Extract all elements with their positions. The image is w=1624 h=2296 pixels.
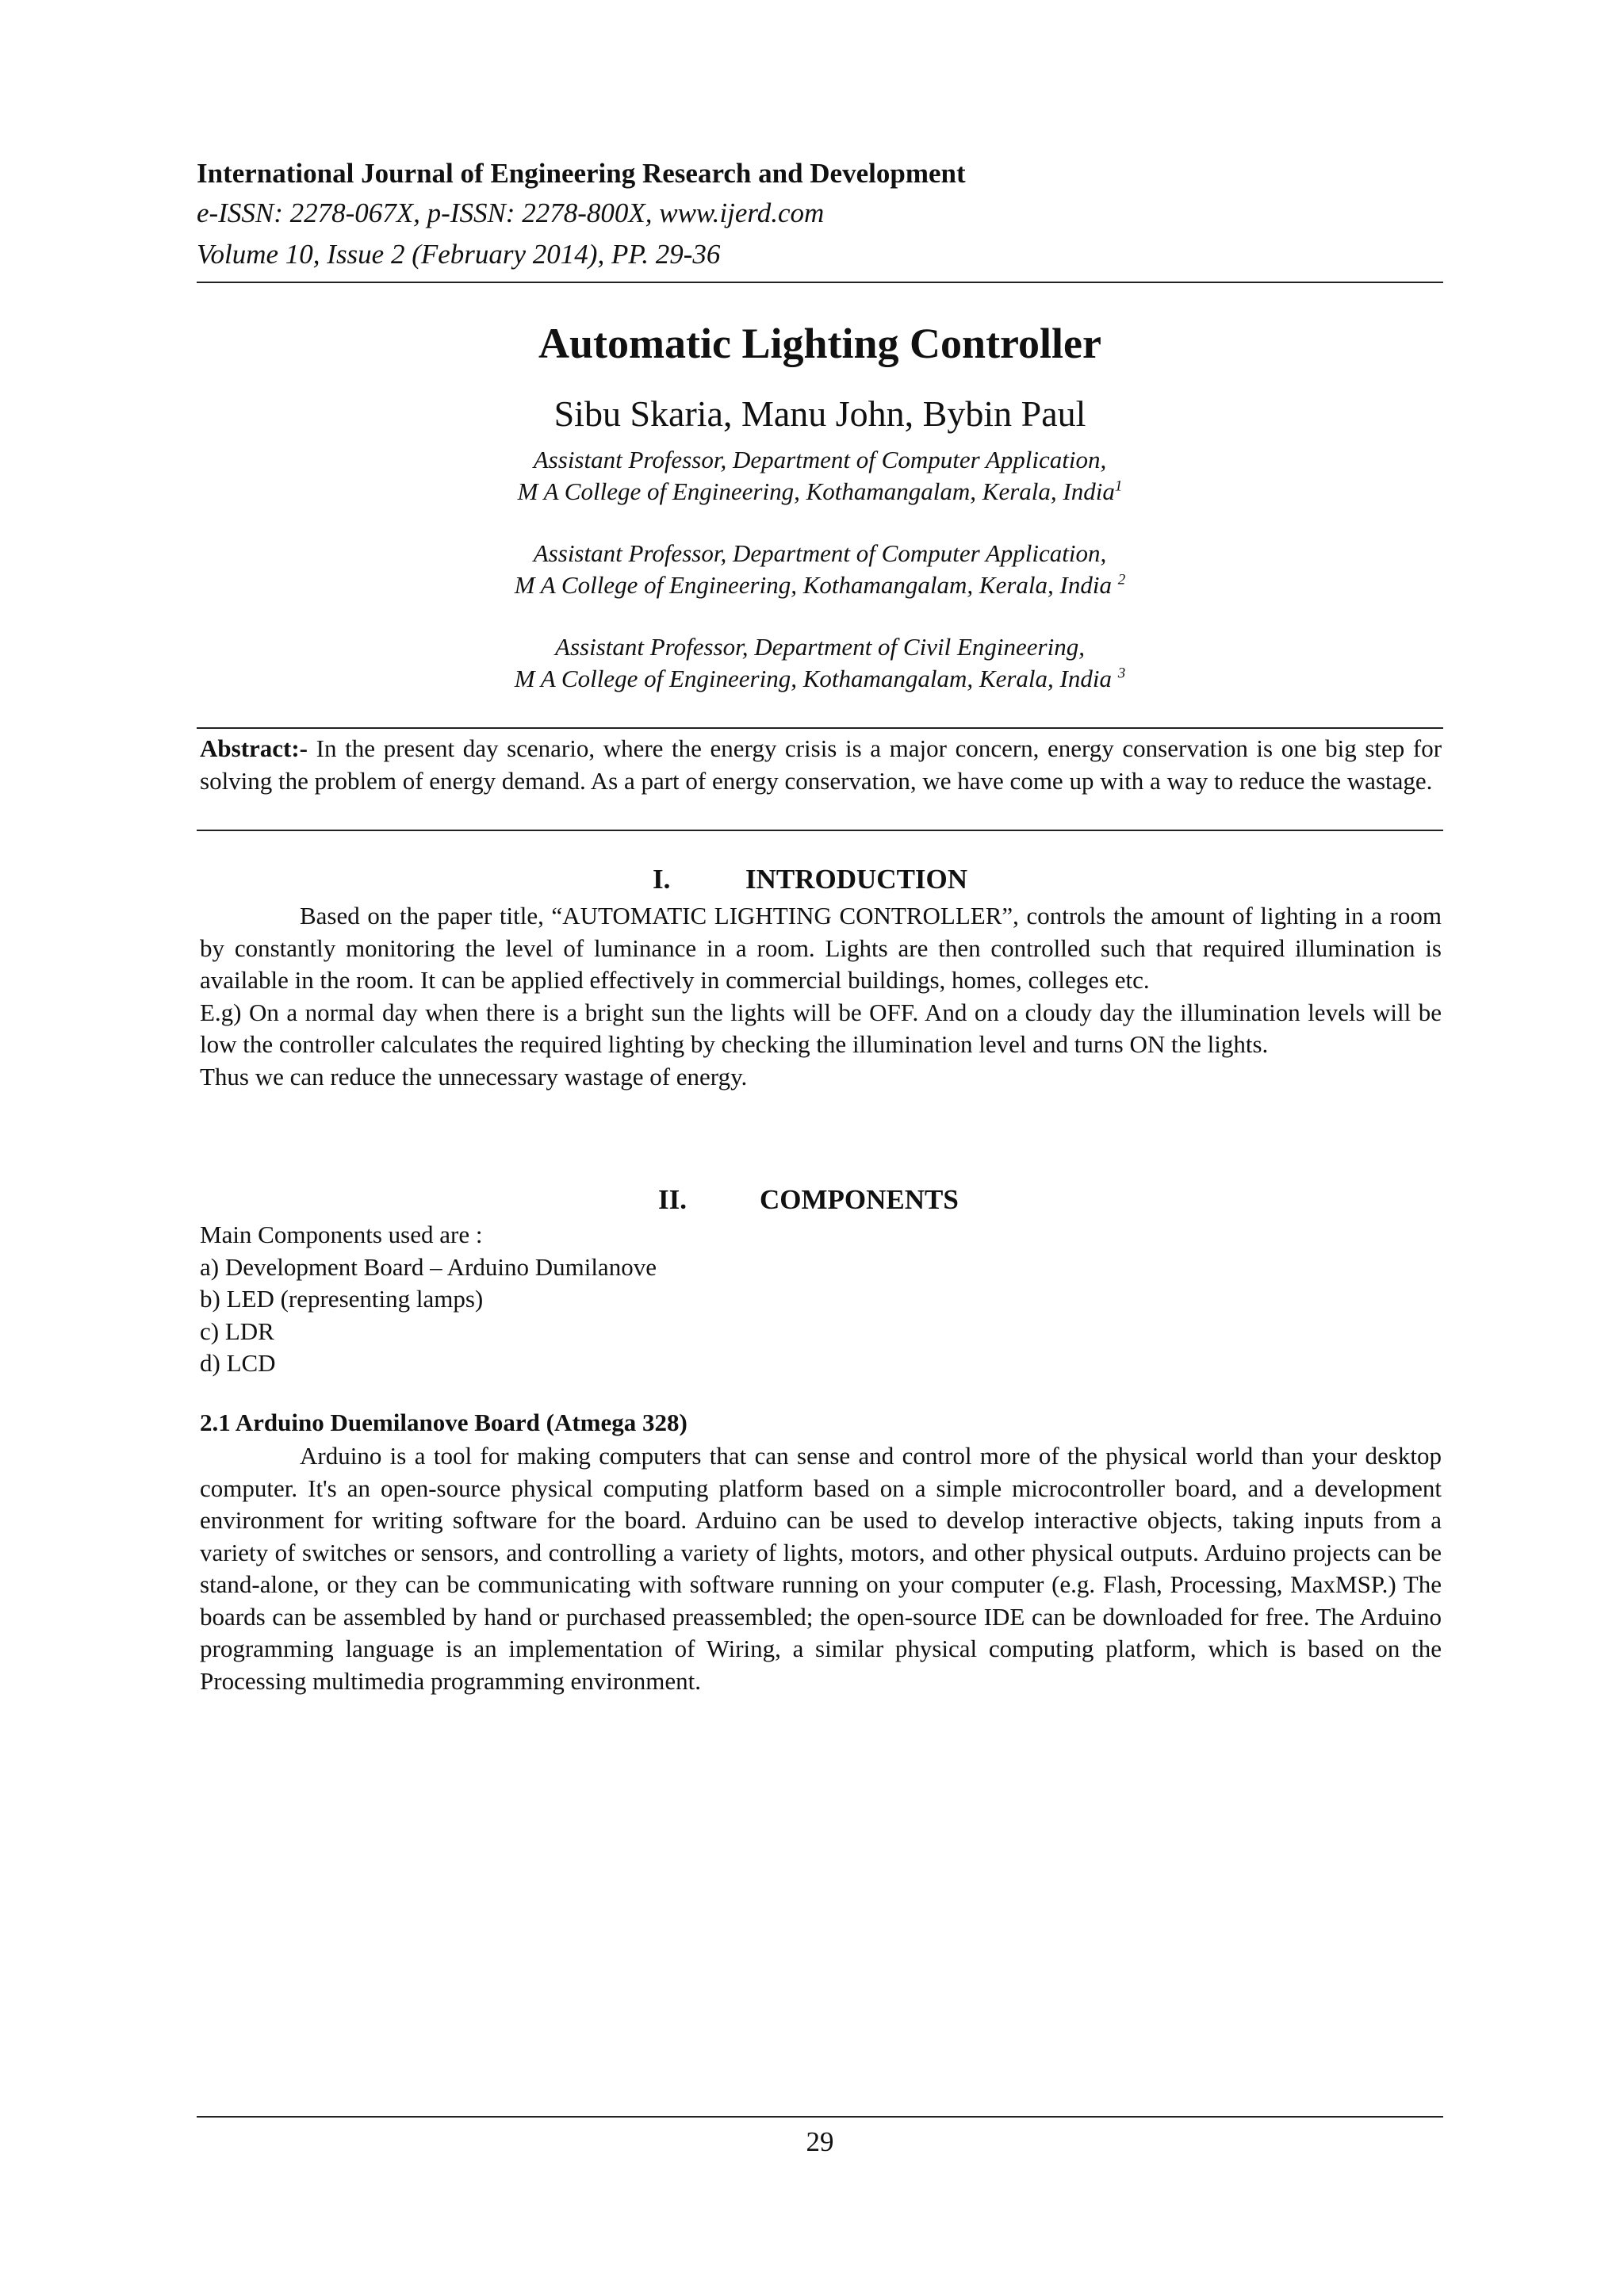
abstract-text: In the present day scenario, where the energy crisis is a major concern, energy conservation is one big step for solving the problem of energy demand. As a part of energy conservation, we have come up with a way to reduce the wastage. [200,734,1442,795]
affiliation-institution: M A College of Engineering, Kothamangalam, Kerala, India $^2$ [514,571,1126,599]
section-number: I. [653,864,671,895]
affiliation-department: Assistant Professor, Department of Computer Application, [533,446,1107,473]
list-intro: Main Components used are : [200,1221,483,1248]
paragraph: Arduino is a tool for making computers that can sense and control more of the physical world than your desktop computer. It's an open-source physical computing platform based on a simple microcontroller board, and a development environment for writing software for the board. Arduino can be used to develop interactive objects, taking inputs from a variety of switches or sensors, and controlling a variety of lights, motors, and other physical outputs. Arduino projects can be stand-alone, or they can be communicating with software running on your computer (e.g. Flash, Processing, MaxMSP.) The boards can be assembled by hand or purchased preassembled; the open-source IDE can be downloaded for free. The Arduino programming language is an implementation of Wiring, a similar physical computing platform, which is based on the Processing multimedia programming environment. [200,1442,1442,1695]
paper-title: Automatic Lighting Controller [538,320,1101,367]
header-divider [197,282,1443,283]
journal-issn: e-ISSN: 2278-067X, p-ISSN: 2278-800X, www.ijerd.com [197,197,825,228]
abstract [200,733,1442,797]
journal-volume: Volume 10, Issue 2 (February 2014), PP. 29-36 [197,239,721,270]
page-number: 29 [806,2126,834,2157]
affiliation-marker: 3 [1117,665,1126,682]
abstract-label: Abstract:- [200,734,308,762]
section-number: II. [658,1184,687,1215]
affiliation-2 [197,538,1443,601]
journal-name: International Journal of Engineering Research and Development [197,158,966,189]
subsection-body [200,1440,1442,1697]
affiliation-3 [197,631,1443,695]
paragraph: Thus we can reduce the unnecessary wastage of energy. [200,1062,748,1091]
affiliation-1 [197,444,1443,508]
affiliation-marker: 2 [1117,571,1126,588]
paragraph: Based on the paper title, “AUTOMATIC LIGHTING CONTROLLER”, controls the amount of lighting in a room by constantly monitoring the level of luminance in a room. Lights are then controlled such that required illumination is available in the room. It can be applied effectively in commercial buildings, homes, colleges etc. [200,902,1442,994]
affiliation-department: Assistant Professor, Department of Computer Application, [533,539,1107,567]
abstract-top-divider [197,727,1443,729]
affiliation-department: Assistant Professor, Department of Civil Engineering, [555,633,1085,661]
footer-divider [197,2116,1443,2118]
affiliation-institution: M A College of Engineering, Kothamangalam, Kerala, India$^1$ [517,477,1123,505]
list-item: b) LED (representing lamps) [200,1285,484,1313]
affiliation-institution: M A College of Engineering, Kothamangalam, Kerala, India $^3$ [514,665,1126,692]
paragraph: E.g) On a normal day when there is a bright sun the lights will be OFF. And on a cloudy day the illumination levels will be low the controller calculates the required lighting by checking the illumination level and turns ON the lights. [200,998,1442,1058]
author-list: Sibu Skaria, Manu John, Bybin Paul [553,393,1086,434]
list-item: a) Development Board – Arduino Dumilanove [200,1252,657,1281]
subsection-heading: 2.1 Arduino Duemilanove Board (Atmega 328) [200,1409,688,1436]
affiliation-marker: 1 [1114,477,1123,495]
list-item: c) LDR [200,1317,274,1345]
section-title: COMPONENTS [760,1184,959,1215]
section-title: INTRODUCTION [745,864,968,895]
abstract-bottom-divider [197,830,1443,831]
components-list [200,1219,1442,1380]
introduction-body [200,900,1442,1093]
list-item: d) LCD [200,1349,276,1377]
